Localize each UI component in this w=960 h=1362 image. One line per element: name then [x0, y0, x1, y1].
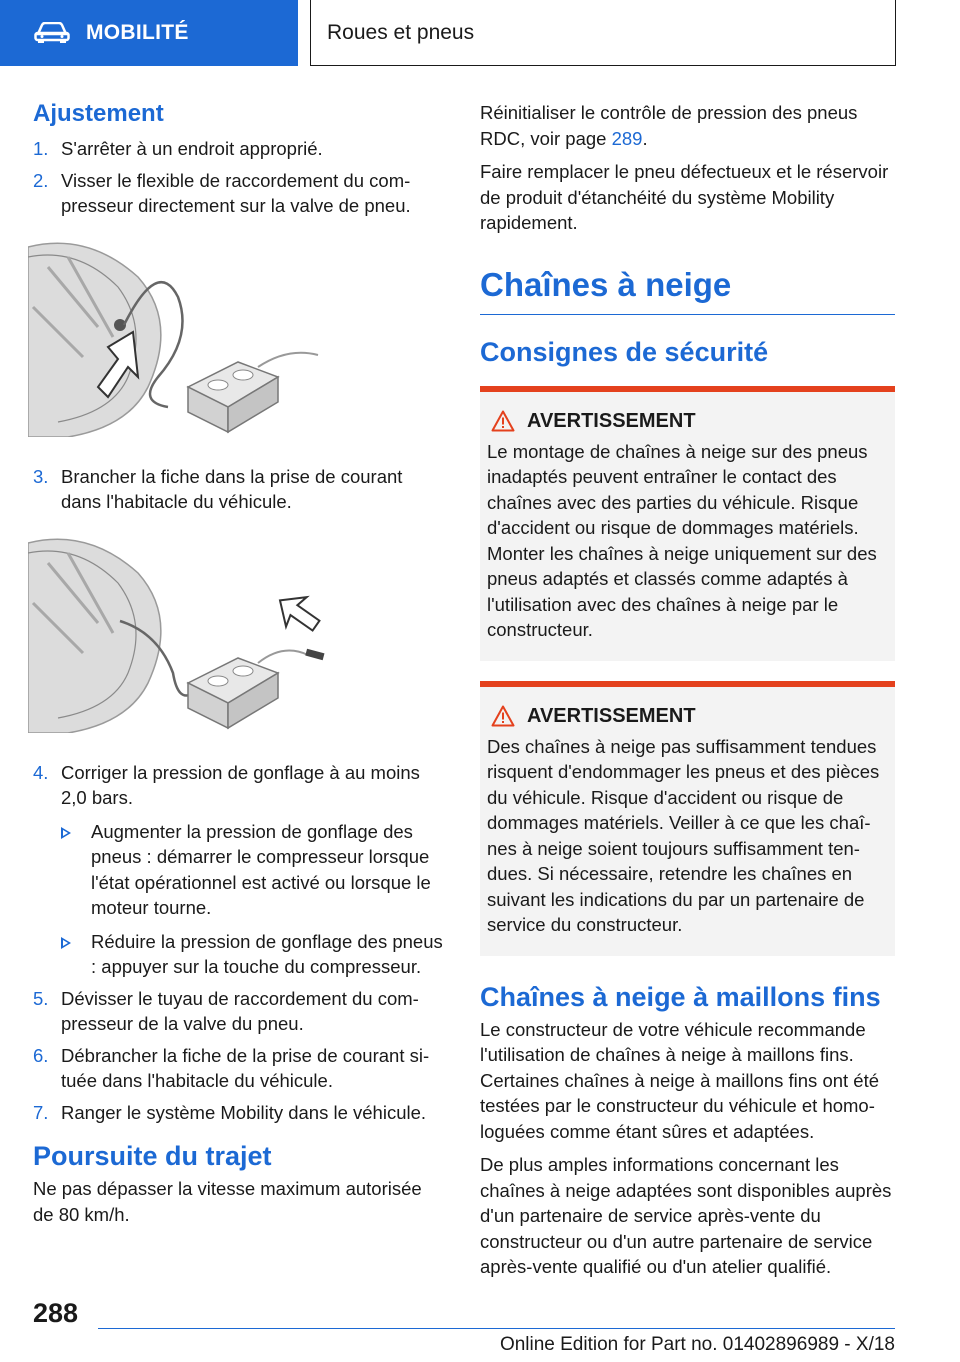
step-number: 3.	[33, 465, 49, 487]
warning-title-text: AVERTISSEMENT	[527, 704, 696, 727]
step-number: 1.	[33, 138, 49, 159]
sub-item	[61, 929, 443, 980]
rdc-text-end: .	[642, 127, 648, 149]
heading-chains: Chaînes à neige	[480, 266, 895, 315]
step-number: 5.	[33, 987, 49, 1009]
page-link[interactable]: 289	[611, 127, 643, 149]
step-text: Corriger la pression de gonflage à au moins 2,0 bars.	[61, 761, 420, 808]
warning-triangle-icon	[491, 410, 515, 432]
sub-item	[61, 819, 443, 921]
chapter-tab[interactable]	[310, 0, 896, 66]
warning-text: Le montage de chaînes à neige sur des pneus inadaptés peuvent entraîner le contact des chaînes avec des parties du véhicule. Risque d'accident ou risque de dommages matériels. Monter les chaînes à neige uniquement sur des pneus adaptés et classés comme adaptés à l'utilisation avec des chaînes à neige par le constructeur.	[487, 440, 877, 640]
page-header	[0, 0, 960, 66]
step-text: Débrancher la fiche de la prise de courant située dans l'habitacle du véhicule.	[61, 1044, 430, 1091]
step-text: Brancher la fiche dans la prise de courant dans l'habitacle du véhicule.	[61, 465, 403, 512]
sub-item-text: Augmenter la pression de gonflage des pneus : démarrer le compresseur lorsque l'état opérationnel est activé ou lorsque le moteur tourne.	[91, 820, 431, 918]
car-icon	[34, 22, 70, 44]
step-item	[33, 464, 443, 515]
left-column	[33, 100, 443, 1227]
warning-title-text: AVERTISSEMENT	[527, 409, 696, 432]
fine-chains-text: Le constructeur de votre véhicule recommande l'utilisation de chaînes à neige à maillons fins. Certaines chaînes à neige à maillons fins ont été testées par le constructeur du véhicule et homologuées comme étant sûres et adaptées.	[480, 1018, 880, 1142]
step-text: Ranger le système Mobility dans le véhicule.	[61, 1101, 427, 1123]
adjust-steps	[33, 136, 443, 219]
step-text: Dévisser le tuyau de raccordement du compresseur de la valve du pneu.	[61, 987, 419, 1034]
heading-continue: Poursuite du trajet	[33, 1141, 272, 1171]
page-number: 288	[33, 1298, 79, 1328]
sub-list	[61, 819, 443, 980]
step-item	[33, 1043, 443, 1094]
edition-text: Online Edition for Part no. 01402896989 - X/18	[499, 1334, 895, 1355]
step-number: 2.	[33, 169, 49, 191]
compressor-valve-illustration	[28, 237, 328, 437]
step-text: Visser le flexible de raccordement du compresseur directement sur la valve de pneu.	[61, 169, 411, 216]
section-label: MOBILITÉ	[86, 21, 189, 44]
fine-chains-info: De plus amples informations concernant les chaînes à neige adaptées sont disponibles auprès d'un partenaire de service après-vente du constructeur ou d'un autre partenaire de service après-vente qualifié ou d'un atelier qualifié.	[480, 1154, 892, 1277]
warning-text: Des chaînes à neige pas suffisamment tendues risquent d'endommager les pneus et des pièces du véhicule. Risque d'accident ou risque de dommages matériels. Veiller à ce que les chaînes à neige soient toujours suffisamment tendues. Si nécessaire, retendre les chaînes en suivant les indications du par un partenaire de service du constructeur.	[487, 735, 880, 935]
footer-divider	[98, 1328, 895, 1329]
step-item	[33, 136, 443, 162]
adjust-steps-final	[33, 760, 443, 1126]
warning-box	[480, 386, 895, 661]
step-item	[33, 760, 443, 980]
triangle-bullet-icon	[61, 937, 71, 949]
step-item	[33, 1100, 443, 1126]
step-item	[33, 168, 443, 219]
sub-item-text: Réduire la pression de gonflage des pneus : appuyer sur la touche du compresseur.	[91, 930, 443, 977]
step-number: 7.	[33, 1101, 49, 1123]
compressor-plug-illustration	[28, 533, 328, 733]
warning-triangle-icon	[491, 705, 515, 727]
warning-title	[487, 410, 888, 433]
adjust-steps-continued	[33, 464, 443, 515]
heading-adjust: Ajustement	[33, 100, 164, 127]
step-item	[33, 986, 443, 1037]
right-column	[480, 100, 895, 1280]
warning-title	[487, 705, 888, 728]
replace-paragraph: Faire remplacer le pneu défectueux et le réservoir de produit d'étanchéité du système Mobility rapidement.	[480, 161, 889, 233]
step-number: 4.	[33, 761, 49, 783]
chapter-label: Roues et pneus	[327, 20, 475, 44]
triangle-bullet-icon	[61, 827, 71, 839]
continue-text: Ne pas dépasser la vitesse maximum autorisée de 80 km/h.	[33, 1178, 422, 1225]
section-tab[interactable]	[0, 0, 298, 66]
heading-safety: Consignes de sécurité	[480, 336, 769, 367]
rdc-paragraph	[480, 100, 895, 151]
warning-box	[480, 681, 895, 956]
step-text: S'arrêter à un endroit approprié.	[61, 138, 323, 159]
step-number: 6.	[33, 1044, 49, 1066]
rdc-text: Réinitialiser le contrôle de pression des pneus RDC, voir page	[480, 102, 858, 149]
heading-fine-chains: Chaînes à neige à maillons fins	[480, 981, 881, 1012]
